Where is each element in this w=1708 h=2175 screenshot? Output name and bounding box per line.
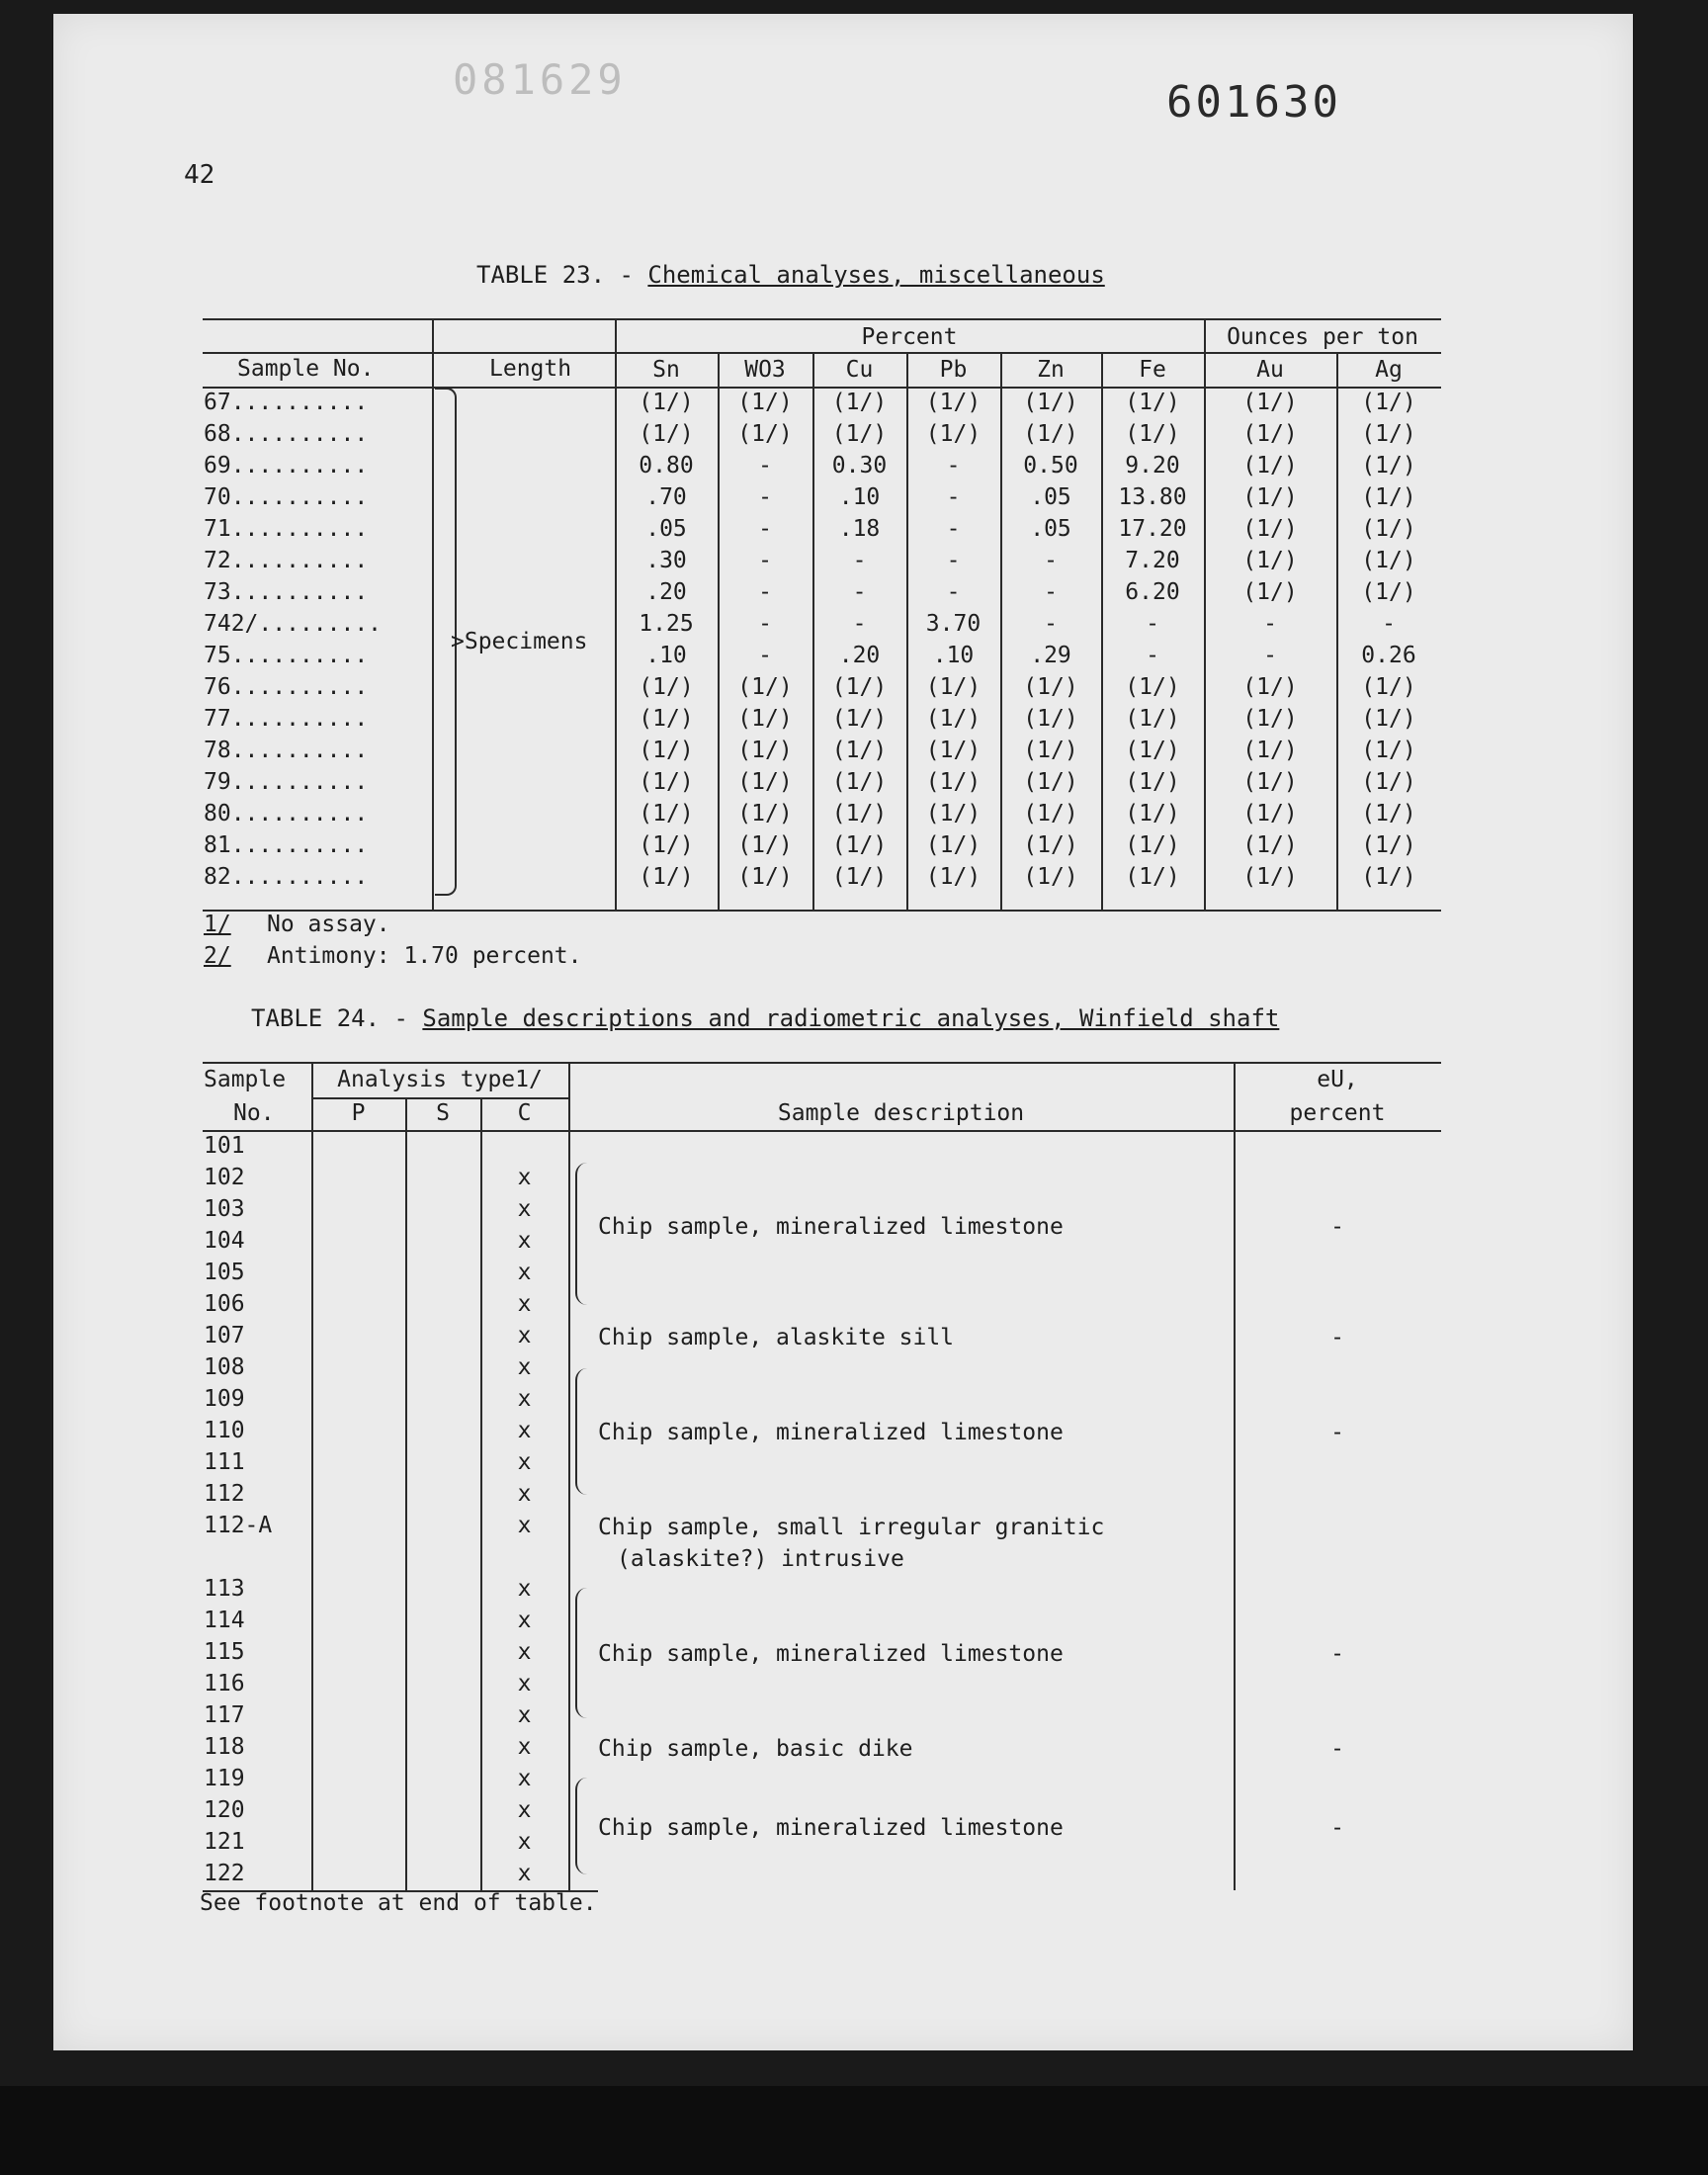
- table-cell: (1/): [925, 706, 982, 732]
- table-cell: (1/): [1361, 674, 1416, 700]
- table-cell: 0.30: [831, 453, 888, 478]
- table-cell: (1/): [1361, 738, 1416, 763]
- table-cell: 17.20: [1118, 516, 1187, 542]
- table-row-sample: 76..........: [204, 674, 369, 700]
- eu-value: -: [1330, 1736, 1344, 1762]
- table-cell: (1/): [639, 769, 694, 795]
- table-cell: (1/): [1023, 421, 1078, 447]
- table24-footnote: See footnote at end of table.: [200, 1890, 597, 1916]
- table24-title: [251, 1004, 1279, 1032]
- table-cell: .05: [645, 516, 687, 542]
- table-cell: (1/): [1023, 390, 1078, 415]
- table-cell: (1/): [1242, 738, 1298, 763]
- table-row-sample: 116: [204, 1671, 245, 1696]
- table-cell: .05: [1030, 484, 1071, 510]
- analysis-c-mark: x: [517, 1734, 532, 1760]
- table-cell: 6.20: [1125, 579, 1180, 605]
- table-cell: (1/): [737, 864, 793, 890]
- col-header-p: P: [351, 1100, 366, 1126]
- table-cell: (1/): [1242, 864, 1298, 890]
- table-cell: (1/): [1125, 706, 1180, 732]
- sample-description: Chip sample, mineralized limestone: [598, 1815, 1064, 1841]
- table-cell: (1/): [639, 674, 694, 700]
- footnote-mark: 1/: [204, 912, 231, 937]
- table-cell: (1/): [1125, 801, 1180, 826]
- table-cell: -: [1382, 611, 1396, 637]
- table-cell: (1/): [639, 832, 694, 858]
- analysis-c-mark: x: [517, 1608, 532, 1633]
- table-cell: (1/): [1242, 769, 1298, 795]
- table-row-sample: 120: [204, 1797, 245, 1823]
- table-cell: (1/): [1242, 801, 1298, 826]
- eu-value: -: [1330, 1214, 1344, 1240]
- table-row-sample: 108: [204, 1354, 245, 1380]
- col-header-fe: Fe: [1139, 357, 1166, 383]
- table-row-sample: 103: [204, 1196, 245, 1222]
- analysis-c-mark: x: [517, 1323, 532, 1348]
- rule-line: [203, 1062, 1441, 1064]
- table-cell: .10: [932, 643, 975, 668]
- table-cell: .05: [1030, 516, 1071, 542]
- table-cell: -: [946, 548, 961, 573]
- table-cell: .30: [645, 548, 687, 573]
- table-cell: (1/): [831, 738, 888, 763]
- table-row-sample: 114: [204, 1608, 245, 1633]
- analysis-c-mark: x: [517, 1481, 532, 1507]
- table-row-sample: 119: [204, 1766, 245, 1791]
- table-row-sample: 75..........: [204, 643, 369, 668]
- table-cell: -: [1263, 643, 1277, 668]
- table-row-sample: 110: [204, 1418, 245, 1443]
- col-header-wo3: WO3: [744, 357, 786, 383]
- table-cell: (1/): [737, 801, 793, 826]
- table-cell: (1/): [831, 390, 888, 415]
- table-cell: (1/): [737, 421, 793, 447]
- table-cell: (1/): [1361, 706, 1416, 732]
- col-header-ag: Ag: [1375, 357, 1403, 383]
- table-cell: -: [758, 453, 772, 478]
- table-cell: -: [852, 579, 867, 605]
- column-line: [568, 1062, 570, 1890]
- table-row-sample: 118: [204, 1734, 245, 1760]
- table-cell: 9.20: [1125, 453, 1180, 478]
- table-cell: (1/): [1242, 706, 1298, 732]
- table-cell: (1/): [1361, 864, 1416, 890]
- column-line: [1234, 1062, 1236, 1890]
- table-row-sample: 81..........: [204, 832, 369, 858]
- table-cell: (1/): [1125, 674, 1180, 700]
- table-cell: -: [758, 516, 772, 542]
- table-cell: -: [758, 611, 772, 637]
- table-cell: (1/): [1125, 769, 1180, 795]
- table-cell: (1/): [639, 390, 694, 415]
- footnote-mark: 2/: [204, 943, 231, 969]
- table24-title-prefix: TABLE 24. -: [251, 1004, 423, 1032]
- analysis-c-mark: x: [517, 1196, 532, 1222]
- rule-line: [203, 318, 1441, 320]
- table-cell: (1/): [1242, 453, 1298, 478]
- scanner-background: [0, 2086, 1708, 2175]
- table-cell: .10: [838, 484, 881, 510]
- col-header-sample-no: Sample No.: [237, 356, 375, 382]
- table-cell: (1/): [831, 674, 888, 700]
- table-cell: (1/): [831, 832, 888, 858]
- table-cell: -: [946, 484, 961, 510]
- table-cell: (1/): [737, 769, 793, 795]
- table-cell: (1/): [1361, 579, 1416, 605]
- table-cell: -: [1146, 611, 1159, 637]
- analysis-c-mark: x: [517, 1829, 532, 1855]
- table-cell: 7.20: [1125, 548, 1180, 573]
- table24-title-main: Sample descriptions and radiometric analyses, Winfield shaft: [422, 1004, 1280, 1032]
- group-brace: [575, 1163, 589, 1305]
- table-row-sample: 101: [204, 1133, 245, 1159]
- group-brace: [575, 1588, 589, 1718]
- col-header-percent: Percent: [861, 324, 958, 350]
- table-row-sample: 121: [204, 1829, 245, 1855]
- table-cell: (1/): [639, 706, 694, 732]
- sample-description: Chip sample, alaskite sill: [598, 1325, 955, 1350]
- table-cell: (1/): [1361, 421, 1416, 447]
- table-cell: (1/): [737, 738, 793, 763]
- sample-description: Chip sample, mineralized limestone: [598, 1420, 1064, 1445]
- table-row-sample: 69..........: [204, 453, 369, 478]
- table-cell: (1/): [1242, 548, 1298, 573]
- table-cell: (1/): [1023, 801, 1078, 826]
- faint-stamp-number: 081629: [453, 55, 627, 104]
- table-cell: .20: [645, 579, 687, 605]
- table-cell: -: [758, 643, 772, 668]
- analysis-c-mark: x: [517, 1797, 532, 1823]
- col-header-zn: Zn: [1037, 357, 1065, 383]
- footnote-text: Antimony: 1.70 percent.: [267, 943, 582, 969]
- table-row-sample: 80..........: [204, 801, 369, 826]
- table-cell: (1/): [1242, 516, 1298, 542]
- group-brace: [575, 1368, 589, 1495]
- table-cell: (1/): [1023, 769, 1078, 795]
- table-row-sample: 105: [204, 1260, 245, 1285]
- col-header-s: S: [436, 1100, 450, 1126]
- table-cell: (1/): [1023, 674, 1078, 700]
- table-cell: (1/): [1361, 769, 1416, 795]
- sample-description: Chip sample, small irregular granitic: [598, 1515, 1105, 1540]
- column-line: [405, 1097, 407, 1890]
- table-cell: (1/): [1023, 832, 1078, 858]
- table-row-sample: 112-A: [204, 1513, 273, 1538]
- col-header-au: Au: [1256, 357, 1284, 383]
- table23-title: [476, 261, 1105, 289]
- analysis-c-mark: x: [517, 1671, 532, 1696]
- table-cell: (1/): [831, 769, 888, 795]
- table-row-sample: 67..........: [204, 390, 369, 415]
- table-cell: (1/): [1361, 390, 1416, 415]
- analysis-c-mark: x: [517, 1766, 532, 1791]
- table-cell: .18: [838, 516, 881, 542]
- table-cell: (1/): [1242, 390, 1298, 415]
- table-row-sample: 109: [204, 1386, 245, 1412]
- table-cell: (1/): [1361, 484, 1416, 510]
- col-header-sn: Sn: [652, 357, 680, 383]
- table-cell: (1/): [925, 674, 982, 700]
- col-header-length: Length: [489, 356, 572, 382]
- table-cell: (1/): [639, 421, 694, 447]
- table-cell: (1/): [1125, 421, 1180, 447]
- table-row-sample: 78..........: [204, 738, 369, 763]
- table-row-sample: 742/.........: [204, 611, 383, 637]
- table-cell: (1/): [1242, 579, 1298, 605]
- table-row-sample: 104: [204, 1228, 245, 1254]
- table-row-sample: 77..........: [204, 706, 369, 732]
- table-cell: (1/): [1242, 484, 1298, 510]
- rule-line: [615, 352, 1441, 354]
- table-cell: .70: [645, 484, 687, 510]
- table-cell: 1.25: [639, 611, 694, 637]
- column-line: [432, 318, 434, 910]
- col-header-no: No.: [233, 1100, 275, 1126]
- table-cell: -: [758, 579, 772, 605]
- footnote-text: No assay.: [267, 912, 390, 937]
- table-row-sample: 68..........: [204, 421, 369, 447]
- table-row-sample: 73..........: [204, 579, 369, 605]
- eu-value: -: [1330, 1325, 1344, 1350]
- eu-value: -: [1330, 1641, 1344, 1667]
- table-cell: 0.80: [639, 453, 694, 478]
- table-row-sample: 102: [204, 1165, 245, 1190]
- table-cell: (1/): [639, 738, 694, 763]
- table-cell: (1/): [737, 706, 793, 732]
- analysis-c-mark: x: [517, 1291, 532, 1317]
- table-cell: -: [1044, 548, 1058, 573]
- table-cell: (1/): [1242, 674, 1298, 700]
- table-cell: 0.26: [1361, 643, 1416, 668]
- col-header-analysis-type: Analysis type1/: [337, 1067, 543, 1092]
- table-cell: (1/): [1361, 548, 1416, 573]
- table-cell: -: [946, 516, 961, 542]
- table-cell: (1/): [1361, 516, 1416, 542]
- table-cell: (1/): [737, 390, 793, 415]
- table-cell: (1/): [1242, 421, 1298, 447]
- col-header-cu: Cu: [845, 357, 874, 383]
- table-cell: -: [758, 484, 772, 510]
- table-row-sample: 79..........: [204, 769, 369, 795]
- table-row-sample: 111: [204, 1449, 245, 1475]
- sample-description: Chip sample, mineralized limestone: [598, 1214, 1064, 1240]
- group-brace: [575, 1778, 589, 1874]
- analysis-c-mark: x: [517, 1513, 532, 1538]
- table-cell: (1/): [1023, 864, 1078, 890]
- table-row-sample: 82..........: [204, 864, 369, 890]
- table-cell: (1/): [737, 832, 793, 858]
- table-cell: (1/): [1361, 453, 1416, 478]
- archive-stamp-number: 601630: [1166, 77, 1341, 128]
- table-row-sample: 117: [204, 1702, 245, 1728]
- analysis-c-mark: x: [517, 1449, 532, 1475]
- table-row-sample: 112: [204, 1481, 245, 1507]
- table-cell: (1/): [1125, 738, 1180, 763]
- table-cell: (1/): [831, 864, 888, 890]
- table-cell: -: [946, 579, 961, 605]
- table-cell: (1/): [1125, 390, 1180, 415]
- analysis-c-mark: x: [517, 1576, 532, 1602]
- col-header-ounces: Ounces per ton: [1227, 324, 1418, 350]
- table-cell: -: [1044, 579, 1058, 605]
- table-cell: .10: [645, 643, 687, 668]
- table-cell: (1/): [925, 738, 982, 763]
- analysis-c-mark: x: [517, 1418, 532, 1443]
- sample-description-cont: (alaskite?) intrusive: [617, 1546, 904, 1572]
- table-cell: (1/): [1125, 864, 1180, 890]
- table-cell: (1/): [737, 674, 793, 700]
- col-header-c: C: [517, 1100, 532, 1126]
- table-cell: (1/): [925, 864, 982, 890]
- col-header-eu: eU,: [1317, 1067, 1358, 1092]
- table-cell: (1/): [639, 801, 694, 826]
- table-cell: -: [946, 453, 961, 478]
- analysis-c-mark: x: [517, 1639, 532, 1665]
- analysis-c-mark: x: [517, 1702, 532, 1728]
- length-specimens: >Specimens: [451, 629, 588, 654]
- page-number: 42: [184, 160, 215, 190]
- table23-title-prefix: TABLE 23. -: [476, 261, 648, 289]
- table-cell: (1/): [1125, 832, 1180, 858]
- table-cell: -: [852, 611, 867, 637]
- column-line: [311, 1062, 313, 1890]
- table-row-sample: 113: [204, 1576, 245, 1602]
- analysis-c-mark: x: [517, 1228, 532, 1254]
- table-cell: (1/): [831, 801, 888, 826]
- sample-description: Chip sample, basic dike: [598, 1736, 913, 1762]
- analysis-c-mark: x: [517, 1354, 532, 1380]
- col-header-pb: Pb: [939, 357, 968, 383]
- analysis-c-mark: x: [517, 1165, 532, 1190]
- rule-line: [203, 1130, 1441, 1132]
- table-cell: 3.70: [925, 611, 982, 637]
- table-cell: (1/): [925, 390, 982, 415]
- table-cell: (1/): [925, 801, 982, 826]
- table-cell: -: [758, 548, 772, 573]
- table-cell: -: [852, 548, 867, 573]
- table-row-sample: 107: [204, 1323, 245, 1348]
- table-row-sample: 72..........: [204, 548, 369, 573]
- table-cell: 13.80: [1118, 484, 1187, 510]
- table-row-sample: 71..........: [204, 516, 369, 542]
- table-cell: (1/): [925, 832, 982, 858]
- table-cell: (1/): [831, 421, 888, 447]
- col-header-description: Sample description: [777, 1100, 1025, 1126]
- table-cell: (1/): [925, 421, 982, 447]
- analysis-c-mark: x: [517, 1260, 532, 1285]
- table-cell: .29: [1030, 643, 1071, 668]
- table-cell: (1/): [1023, 738, 1078, 763]
- table-cell: .20: [838, 643, 881, 668]
- table-cell: (1/): [831, 706, 888, 732]
- table-cell: (1/): [1242, 832, 1298, 858]
- eu-value: -: [1330, 1815, 1344, 1841]
- table-row-sample: 70..........: [204, 484, 369, 510]
- eu-value: -: [1330, 1420, 1344, 1445]
- analysis-c-mark: x: [517, 1386, 532, 1412]
- table-cell: (1/): [639, 864, 694, 890]
- table-row-sample: 115: [204, 1639, 245, 1665]
- sample-description: Chip sample, mineralized limestone: [598, 1641, 1064, 1667]
- table-cell: -: [1044, 611, 1058, 637]
- table-cell: (1/): [1023, 706, 1078, 732]
- table-cell: -: [1263, 611, 1277, 637]
- table-cell: -: [1146, 643, 1159, 668]
- table-cell: (1/): [925, 769, 982, 795]
- table-cell: (1/): [1361, 801, 1416, 826]
- table23-title-main: Chemical analyses, miscellaneous: [647, 261, 1105, 289]
- col-header-eu-percent: percent: [1289, 1100, 1386, 1126]
- col-header-sample: Sample: [204, 1067, 287, 1092]
- table-row-sample: 122: [204, 1861, 245, 1886]
- table-row-sample: 106: [204, 1291, 245, 1317]
- table-cell: (1/): [1361, 832, 1416, 858]
- analysis-c-mark: x: [517, 1861, 532, 1886]
- table-cell: 0.50: [1023, 453, 1078, 478]
